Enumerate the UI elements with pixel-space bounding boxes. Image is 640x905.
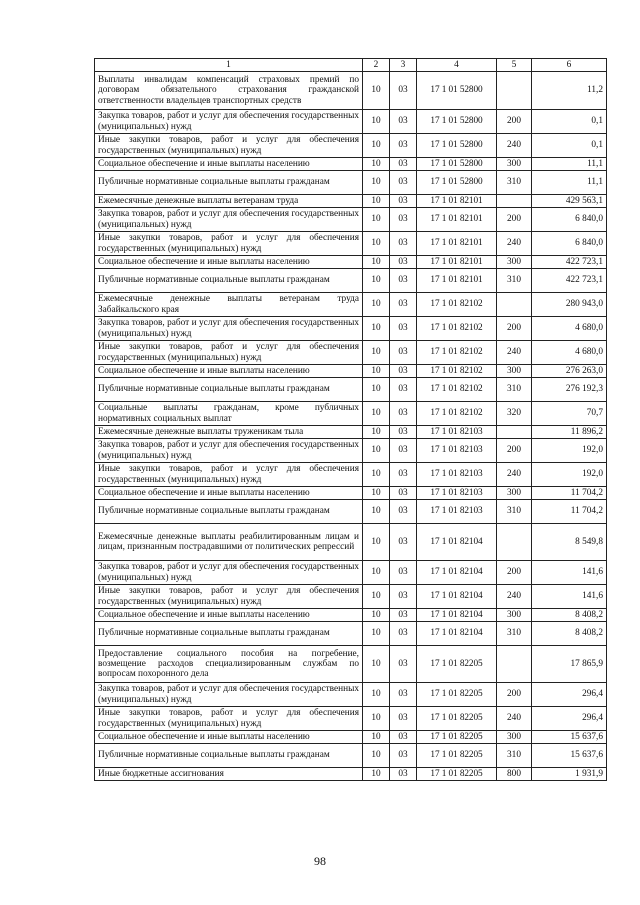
row-amount-cell: 422 723,1 [532,256,607,269]
row-name-cell: Иные закупки товаров, работ и услуг для обеспечения государственных (муниципальных) нужд [95,707,363,731]
row-section-cell: 10 [363,195,390,208]
row-name-cell: Социальное обеспечение и иные выплаты населению [95,609,363,622]
row-target-article-cell: 17 1 01 82102 [417,293,497,317]
header-col-5: 5 [497,59,532,72]
row-section-cell: 10 [363,707,390,731]
row-subsection-cell: 03 [390,646,417,683]
row-expense-type-cell: 240 [497,707,532,731]
table-row [95,768,607,781]
table-row [95,731,607,744]
row-target-article-cell: 17 1 01 52800 [417,110,497,134]
row-subsection-cell: 03 [390,378,417,402]
table-row [95,609,607,622]
row-section-cell: 10 [363,439,390,463]
row-subsection-cell: 03 [390,707,417,731]
row-target-article-cell: 17 1 01 82103 [417,487,497,500]
row-expense-type-cell: 200 [497,110,532,134]
row-expense-type-cell: 200 [497,561,532,585]
page-number: 98 [314,854,326,868]
row-target-article-cell: 17 1 01 82205 [417,768,497,781]
table-row [95,426,607,439]
row-target-article-cell: 17 1 01 52800 [417,134,497,158]
row-subsection-cell: 03 [390,500,417,524]
row-expense-type-cell [497,646,532,683]
table-row [95,72,607,110]
row-expense-type-cell: 200 [497,683,532,707]
row-amount-cell: 11,1 [532,158,607,171]
row-expense-type-cell: 200 [497,317,532,341]
row-target-article-cell: 17 1 01 82101 [417,232,497,256]
row-name-cell: Иные бюджетные ассигнования [95,768,363,781]
header-col-3: 3 [390,59,417,72]
row-section-cell: 10 [363,500,390,524]
row-name-cell: Социальное обеспечение и иные выплаты населению [95,731,363,744]
row-expense-type-cell: 200 [497,208,532,232]
table-row [95,439,607,463]
row-subsection-cell: 03 [390,524,417,561]
row-amount-cell: 17 865,9 [532,646,607,683]
row-name-cell: Закупка товаров, работ и услуг для обеспечения государственных (муниципальных) нужд [95,317,363,341]
row-amount-cell: 11 704,2 [532,500,607,524]
row-section-cell: 10 [363,731,390,744]
row-amount-cell: 1 931,9 [532,768,607,781]
row-name-cell: Публичные нормативные социальные выплаты гражданам [95,171,363,195]
header-col-6: 6 [532,59,607,72]
row-amount-cell: 6 840,0 [532,232,607,256]
row-subsection-cell: 03 [390,195,417,208]
row-section-cell: 10 [363,646,390,683]
row-expense-type-cell: 240 [497,585,532,609]
row-amount-cell: 4 680,0 [532,341,607,365]
table-row [95,208,607,232]
row-subsection-cell: 03 [390,158,417,171]
table-row [95,524,607,561]
row-expense-type-cell: 310 [497,378,532,402]
row-expense-type-cell: 300 [497,609,532,622]
table-row [95,487,607,500]
row-target-article-cell: 17 1 01 82104 [417,524,497,561]
row-name-cell: Закупка товаров, работ и услуг для обеспечения государственных (муниципальных) нужд [95,439,363,463]
table-row [95,134,607,158]
table-row [95,463,607,487]
row-section-cell: 10 [363,72,390,110]
row-expense-type-cell: 200 [497,439,532,463]
row-amount-cell: 296,4 [532,707,607,731]
row-name-cell: Социальное обеспечение и иные выплаты населению [95,487,363,500]
row-name-cell: Закупка товаров, работ и услуг для обеспечения государственных (муниципальных) нужд [95,683,363,707]
row-target-article-cell: 17 1 01 82102 [417,341,497,365]
row-target-article-cell: 17 1 01 52800 [417,158,497,171]
row-section-cell: 10 [363,134,390,158]
row-target-article-cell: 17 1 01 82101 [417,256,497,269]
table-row [95,378,607,402]
table-row [95,232,607,256]
row-subsection-cell: 03 [390,171,417,195]
row-expense-type-cell: 300 [497,731,532,744]
row-name-cell: Ежемесячные денежные выплаты ветеранам труда [95,195,363,208]
table-row [95,646,607,683]
row-amount-cell: 70,7 [532,402,607,426]
row-amount-cell: 15 637,6 [532,744,607,768]
row-amount-cell: 11 704,2 [532,487,607,500]
row-target-article-cell: 17 1 01 82102 [417,317,497,341]
row-amount-cell: 11,2 [532,72,607,110]
row-name-cell: Публичные нормативные социальные выплаты гражданам [95,744,363,768]
row-section-cell: 10 [363,341,390,365]
row-amount-cell: 11,1 [532,171,607,195]
row-target-article-cell: 17 1 01 82103 [417,500,497,524]
row-name-cell: Публичные нормативные социальные выплаты гражданам [95,622,363,646]
row-amount-cell: 141,6 [532,561,607,585]
row-expense-type-cell: 310 [497,500,532,524]
table-row [95,622,607,646]
row-amount-cell: 4 680,0 [532,317,607,341]
row-name-cell: Публичные нормативные социальные выплаты гражданам [95,500,363,524]
row-subsection-cell: 03 [390,622,417,646]
row-expense-type-cell: 240 [497,341,532,365]
row-amount-cell: 6 840,0 [532,208,607,232]
row-name-cell: Ежемесячные денежные выплаты реабилитированным лицам и лицам, признанным пострадавшими от политических репрессий [95,524,363,561]
table-row [95,158,607,171]
row-subsection-cell: 03 [390,487,417,500]
row-name-cell: Ежемесячные денежные выплаты ветеранам труда Забайкальского края [95,293,363,317]
row-target-article-cell: 17 1 01 82205 [417,707,497,731]
row-subsection-cell: 03 [390,110,417,134]
row-amount-cell: 422 723,1 [532,269,607,293]
row-section-cell: 10 [363,426,390,439]
row-target-article-cell: 17 1 01 82102 [417,402,497,426]
row-amount-cell: 8 549,8 [532,524,607,561]
row-expense-type-cell: 800 [497,768,532,781]
row-amount-cell: 192,0 [532,463,607,487]
row-name-cell: Иные закупки товаров, работ и услуг для обеспечения государственных (муниципальных) нужд [95,585,363,609]
row-name-cell: Предоставление социального пособия на погребение, возмещение расходов специализированным службам по вопросам похоронного дела [95,646,363,683]
row-amount-cell: 141,6 [532,585,607,609]
row-amount-cell: 296,4 [532,683,607,707]
row-section-cell: 10 [363,269,390,293]
row-section-cell: 10 [363,463,390,487]
row-target-article-cell: 17 1 01 82104 [417,609,497,622]
row-subsection-cell: 03 [390,439,417,463]
header-col-2: 2 [363,59,390,72]
row-target-article-cell: 17 1 01 82205 [417,683,497,707]
row-amount-cell: 8 408,2 [532,609,607,622]
row-name-cell: Социальное обеспечение и иные выплаты населению [95,158,363,171]
row-subsection-cell: 03 [390,402,417,426]
table-body [95,72,607,781]
row-section-cell: 10 [363,208,390,232]
row-expense-type-cell: 240 [497,134,532,158]
row-subsection-cell: 03 [390,341,417,365]
row-target-article-cell: 17 1 01 82101 [417,208,497,232]
row-expense-type-cell [497,195,532,208]
row-subsection-cell: 03 [390,768,417,781]
row-target-article-cell: 17 1 01 82103 [417,439,497,463]
row-section-cell: 10 [363,256,390,269]
row-section-cell: 10 [363,317,390,341]
table-row [95,585,607,609]
row-section-cell: 10 [363,293,390,317]
row-expense-type-cell [497,293,532,317]
row-name-cell: Публичные нормативные социальные выплаты гражданам [95,269,363,293]
row-name-cell: Закупка товаров, работ и услуг для обеспечения государственных (муниципальных) нужд [95,110,363,134]
row-name-cell: Закупка товаров, работ и услуг для обеспечения государственных (муниципальных) нужд [95,561,363,585]
row-amount-cell: 15 637,6 [532,731,607,744]
table-row [95,195,607,208]
table-row [95,110,607,134]
row-subsection-cell: 03 [390,256,417,269]
row-subsection-cell: 03 [390,72,417,110]
row-subsection-cell: 03 [390,585,417,609]
row-section-cell: 10 [363,402,390,426]
row-expense-type-cell: 300 [497,158,532,171]
row-section-cell: 10 [363,158,390,171]
row-section-cell: 10 [363,524,390,561]
row-section-cell: 10 [363,487,390,500]
row-subsection-cell: 03 [390,365,417,378]
row-name-cell: Иные закупки товаров, работ и услуг для обеспечения государственных (муниципальных) нужд [95,341,363,365]
row-target-article-cell: 17 1 01 82103 [417,463,497,487]
row-section-cell: 10 [363,622,390,646]
row-subsection-cell: 03 [390,561,417,585]
row-section-cell: 10 [363,744,390,768]
row-target-article-cell: 17 1 01 82101 [417,269,497,293]
row-target-article-cell: 17 1 01 52800 [417,72,497,110]
row-amount-cell: 11 896,2 [532,426,607,439]
row-amount-cell: 276 263,0 [532,365,607,378]
row-name-cell: Ежемесячные денежные выплаты труженикам тыла [95,426,363,439]
document-page [94,58,606,781]
row-expense-type-cell: 240 [497,463,532,487]
row-section-cell: 10 [363,683,390,707]
row-amount-cell: 0,1 [532,134,607,158]
row-name-cell: Публичные нормативные социальные выплаты гражданам [95,378,363,402]
table-row [95,365,607,378]
table-row [95,683,607,707]
row-target-article-cell: 17 1 01 82104 [417,585,497,609]
budget-table [94,58,607,781]
table-row [95,256,607,269]
row-expense-type-cell: 300 [497,365,532,378]
table-row [95,402,607,426]
row-expense-type-cell: 310 [497,269,532,293]
row-subsection-cell: 03 [390,744,417,768]
row-amount-cell: 8 408,2 [532,622,607,646]
row-target-article-cell: 17 1 01 82104 [417,622,497,646]
row-expense-type-cell: 300 [497,256,532,269]
row-target-article-cell: 17 1 01 82205 [417,731,497,744]
row-subsection-cell: 03 [390,269,417,293]
row-name-cell: Выплаты инвалидам компенсаций страховых премий по договорам обязательного страхования гражданской ответственности владельцев транспортных средств [95,72,363,110]
row-expense-type-cell: 300 [497,487,532,500]
row-subsection-cell: 03 [390,683,417,707]
header-col-1: 1 [95,59,363,72]
row-amount-cell: 0,1 [532,110,607,134]
row-amount-cell: 429 563,1 [532,195,607,208]
row-amount-cell: 280 943,0 [532,293,607,317]
row-subsection-cell: 03 [390,463,417,487]
row-expense-type-cell [497,426,532,439]
table-row [95,341,607,365]
row-target-article-cell: 17 1 01 82205 [417,744,497,768]
header-col-4: 4 [417,59,497,72]
row-expense-type-cell: 240 [497,232,532,256]
row-section-cell: 10 [363,378,390,402]
row-name-cell: Иные закупки товаров, работ и услуг для обеспечения государственных (муниципальных) нужд [95,232,363,256]
row-subsection-cell: 03 [390,317,417,341]
table-row [95,171,607,195]
row-subsection-cell: 03 [390,208,417,232]
row-subsection-cell: 03 [390,134,417,158]
row-target-article-cell: 17 1 01 82103 [417,426,497,439]
row-section-cell: 10 [363,609,390,622]
row-target-article-cell: 17 1 01 82102 [417,365,497,378]
row-amount-cell: 192,0 [532,439,607,463]
row-subsection-cell: 03 [390,232,417,256]
table-header-row [95,59,607,72]
row-expense-type-cell: 310 [497,622,532,646]
row-name-cell: Закупка товаров, работ и услуг для обеспечения государственных (муниципальных) нужд [95,208,363,232]
table-row [95,317,607,341]
row-section-cell: 10 [363,365,390,378]
row-subsection-cell: 03 [390,293,417,317]
row-target-article-cell: 17 1 01 82205 [417,646,497,683]
row-expense-type-cell: 310 [497,744,532,768]
row-name-cell: Иные закупки товаров, работ и услуг для обеспечения государственных (муниципальных) нужд [95,134,363,158]
row-target-article-cell: 17 1 01 82101 [417,195,497,208]
row-name-cell: Иные закупки товаров, работ и услуг для обеспечения государственных (муниципальных) нужд [95,463,363,487]
row-name-cell: Социальные выплаты гражданам, кроме публичных нормативных социальных выплат [95,402,363,426]
row-expense-type-cell [497,524,532,561]
row-section-cell: 10 [363,585,390,609]
row-amount-cell: 276 192,3 [532,378,607,402]
row-subsection-cell: 03 [390,609,417,622]
table-row [95,744,607,768]
row-subsection-cell: 03 [390,426,417,439]
row-section-cell: 10 [363,110,390,134]
row-name-cell: Социальное обеспечение и иные выплаты населению [95,365,363,378]
row-target-article-cell: 17 1 01 82104 [417,561,497,585]
row-subsection-cell: 03 [390,731,417,744]
row-section-cell: 10 [363,232,390,256]
table-row [95,561,607,585]
table-row [95,707,607,731]
row-name-cell: Социальное обеспечение и иные выплаты населению [95,256,363,269]
table-row [95,293,607,317]
row-target-article-cell: 17 1 01 52800 [417,171,497,195]
table-row [95,269,607,293]
row-expense-type-cell: 320 [497,402,532,426]
row-section-cell: 10 [363,768,390,781]
row-target-article-cell: 17 1 01 82102 [417,378,497,402]
row-section-cell: 10 [363,171,390,195]
table-row [95,500,607,524]
row-section-cell: 10 [363,561,390,585]
row-expense-type-cell: 310 [497,171,532,195]
row-expense-type-cell [497,72,532,110]
